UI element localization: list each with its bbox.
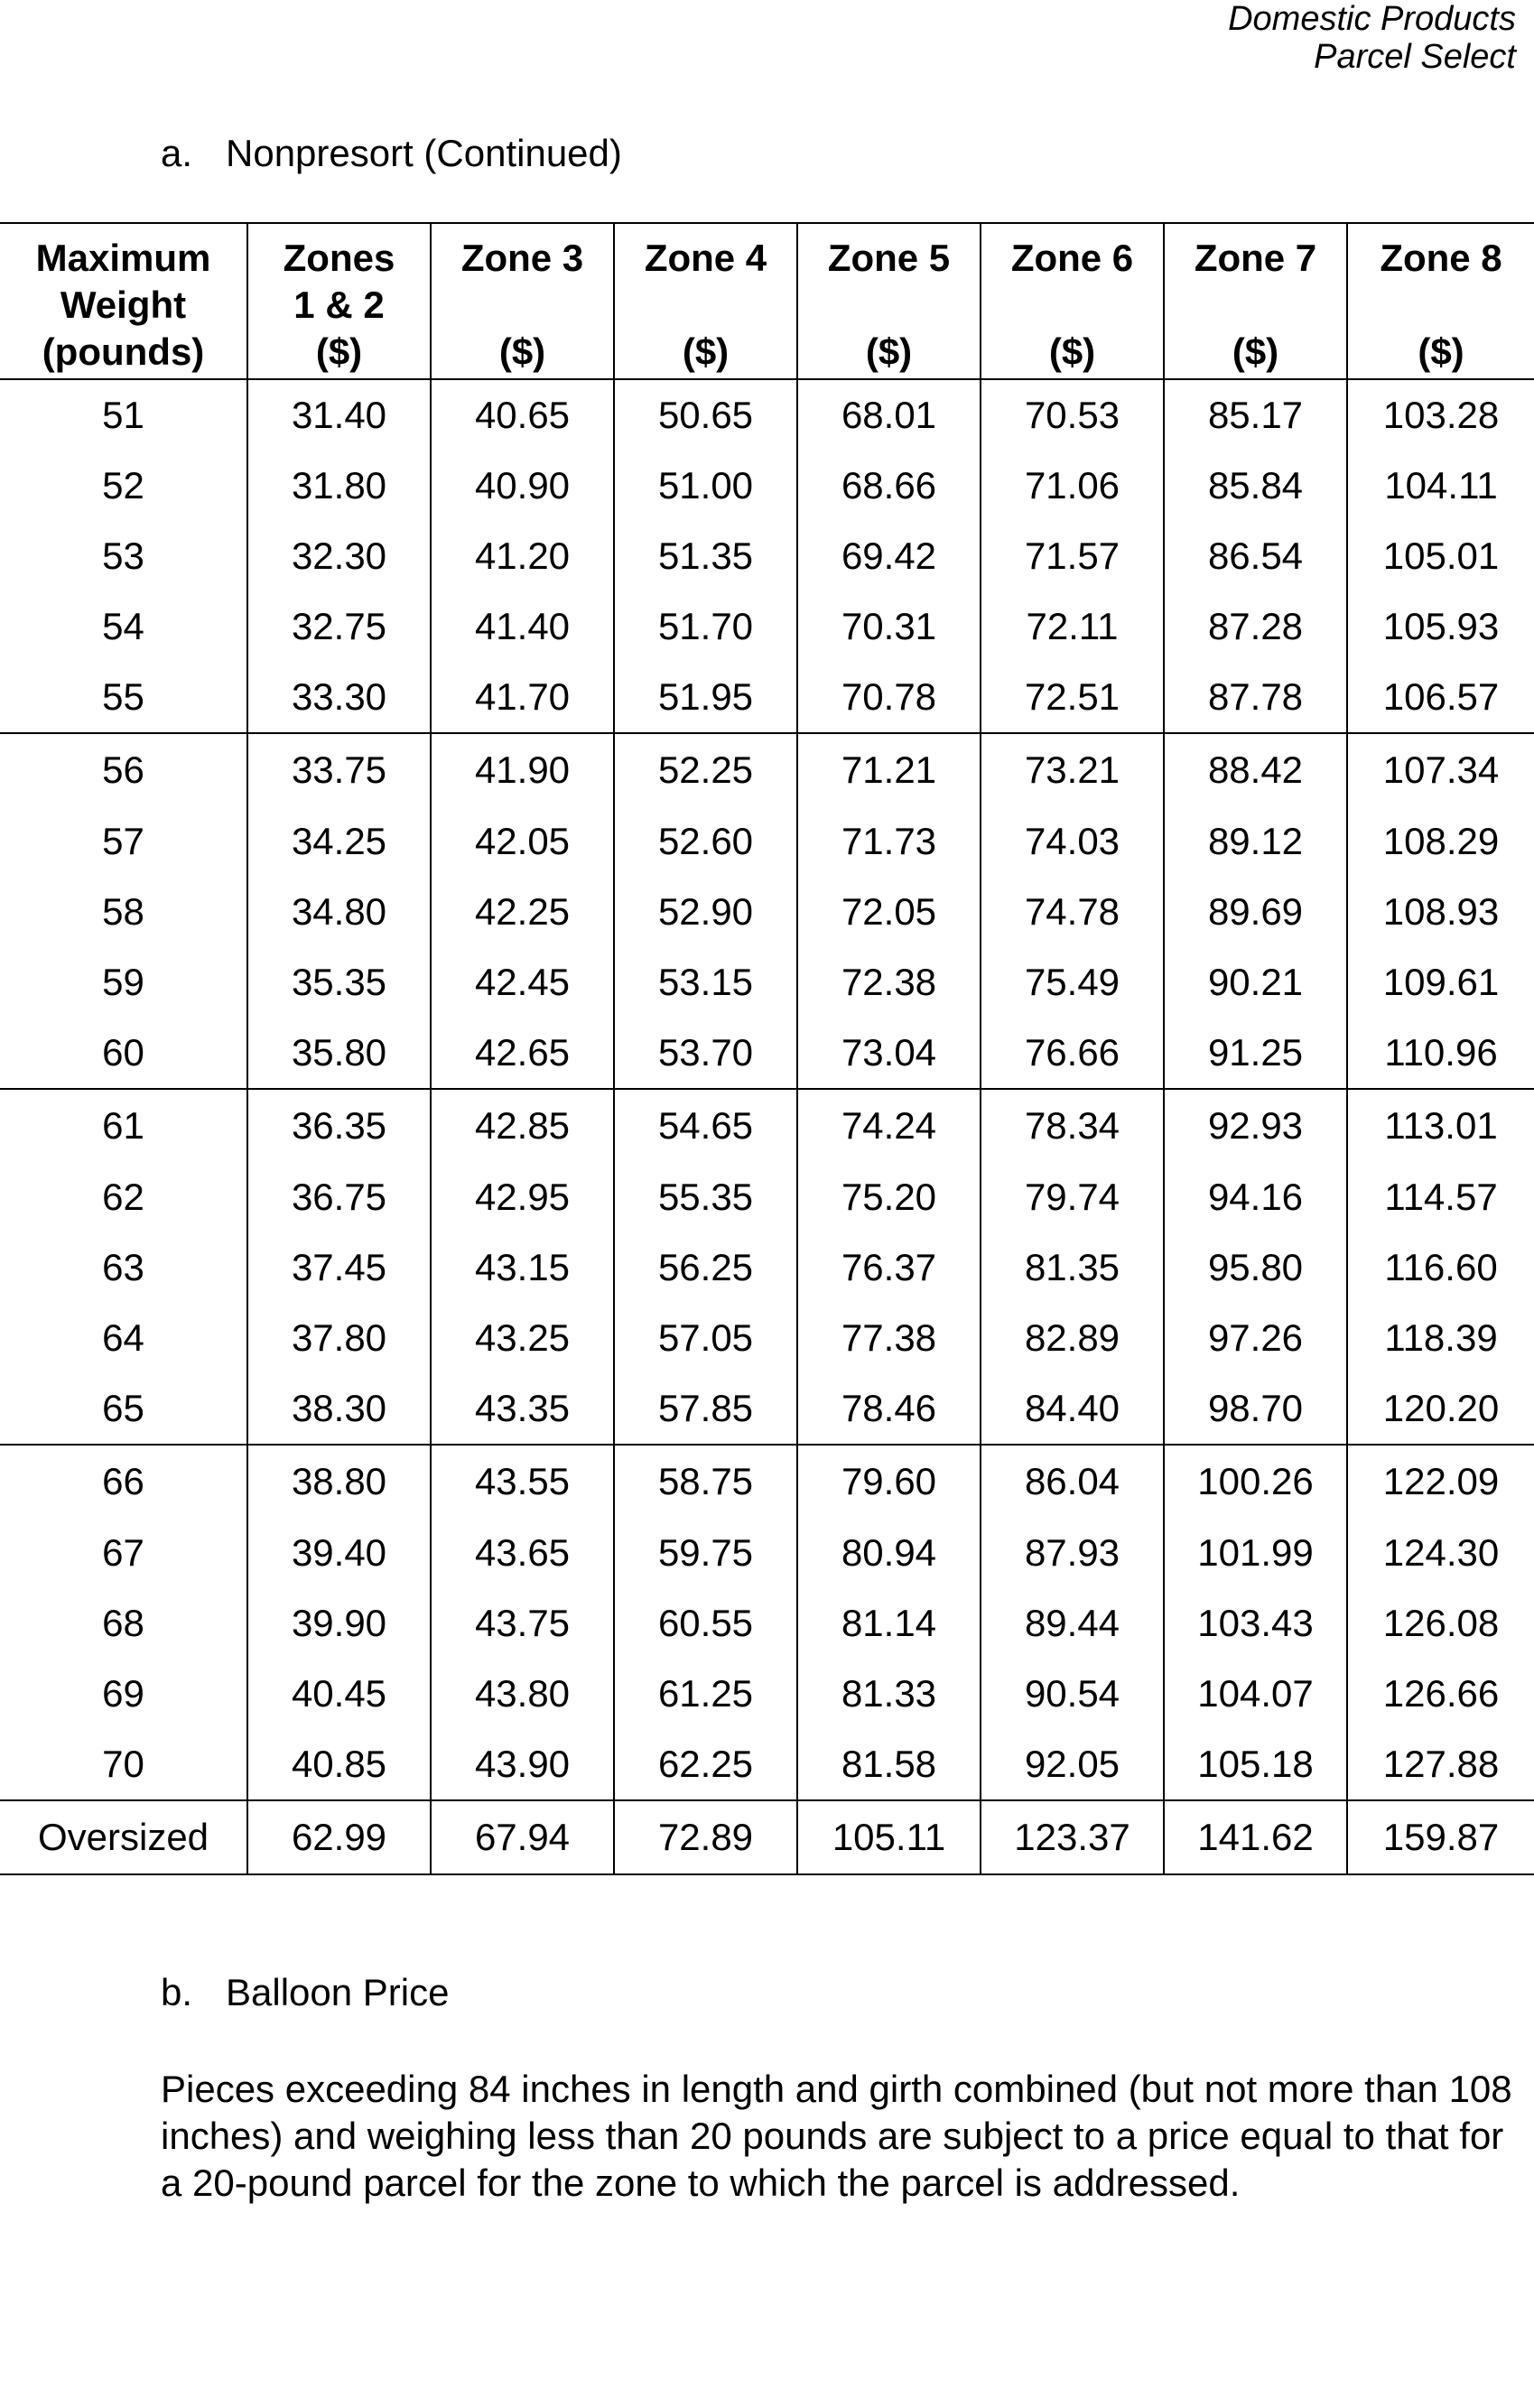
price-cell: 79.60 xyxy=(797,1445,981,1518)
price-cell: 74.03 xyxy=(981,806,1164,877)
price-cell: 35.80 xyxy=(247,1018,431,1089)
price-cell: 103.28 xyxy=(1347,379,1534,451)
price-cell: 33.30 xyxy=(247,662,431,733)
column-header-line: Maximum xyxy=(35,237,211,279)
price-cell: 71.73 xyxy=(797,806,981,877)
price-cell: 120.20 xyxy=(1347,1373,1534,1445)
price-cell: 71.21 xyxy=(797,733,981,806)
price-cell: 32.75 xyxy=(247,591,431,662)
column-header-line: ($) xyxy=(315,330,363,373)
table-row xyxy=(0,877,1534,947)
table-header-row xyxy=(0,223,1534,379)
weight-cell: 59 xyxy=(102,961,144,1003)
column-header-line xyxy=(615,282,796,329)
price-cell: 82.89 xyxy=(981,1303,1164,1373)
price-cell: 73.21 xyxy=(981,733,1164,806)
price-cell: 105.93 xyxy=(1347,591,1534,662)
price-cell: 116.60 xyxy=(1347,1232,1534,1303)
column-header-line: ($) xyxy=(865,330,913,373)
price-cell: 41.70 xyxy=(431,662,614,733)
column-header-line: 1 & 2 xyxy=(293,284,385,326)
table-row xyxy=(0,1518,1534,1588)
table-row xyxy=(0,733,1534,806)
column-header-line: Zone 3 xyxy=(460,237,584,279)
weight-cell: 58 xyxy=(102,890,144,933)
table-row xyxy=(0,947,1534,1018)
price-cell: 60.55 xyxy=(614,1588,797,1659)
price-cell: 113.01 xyxy=(1347,1089,1534,1162)
price-cell: 52.60 xyxy=(614,806,797,877)
table-row xyxy=(0,662,1534,733)
column-header xyxy=(431,223,614,379)
column-header-line: (pounds) xyxy=(42,330,205,373)
column-header-line: Weight xyxy=(60,284,187,326)
price-cell: 42.45 xyxy=(431,947,614,1018)
column-header-line xyxy=(1165,282,1346,329)
price-cell: 81.14 xyxy=(797,1588,981,1659)
price-cell: 89.44 xyxy=(981,1588,1164,1659)
price-cell: 84.40 xyxy=(981,1373,1164,1445)
price-cell: 37.80 xyxy=(247,1303,431,1373)
price-cell: 94.16 xyxy=(1164,1162,1347,1232)
price-cell: 51.95 xyxy=(614,662,797,733)
price-cell: 68.66 xyxy=(797,451,981,521)
price-cell: 109.61 xyxy=(1347,947,1534,1018)
price-cell: 89.69 xyxy=(1164,877,1347,947)
price-cell: 87.78 xyxy=(1164,662,1347,733)
price-cell: 104.07 xyxy=(1164,1659,1347,1729)
column-header-line: ($) xyxy=(682,330,730,373)
column-header-line: Zone 8 xyxy=(1380,237,1502,279)
column-header xyxy=(614,223,797,379)
section-b-title: Balloon Price xyxy=(226,1971,450,2013)
price-cell: 74.24 xyxy=(797,1089,981,1162)
price-cell: 38.30 xyxy=(247,1373,431,1445)
weight-cell: 53 xyxy=(102,535,144,577)
balloon-price-description: Pieces exceeding 84 inches in length and girth combined (but not more than 108 inches) and weighing less than 20 pounds are subject to a price equal to that for a 20-pound parcel for the zone to which the parcel is addressed. xyxy=(161,2068,1512,2204)
weight-cell: Oversized xyxy=(0,1800,247,1874)
price-cell: 123.37 xyxy=(981,1800,1164,1874)
price-cell: 43.65 xyxy=(431,1518,614,1588)
price-cell: 34.80 xyxy=(247,877,431,947)
price-cell: 68.01 xyxy=(797,379,981,451)
table-row xyxy=(0,1303,1534,1373)
price-cell: 41.20 xyxy=(431,521,614,591)
price-cell: 70.53 xyxy=(981,379,1164,451)
table-row xyxy=(0,379,1534,451)
table-row xyxy=(0,1373,1534,1445)
price-cell: 90.21 xyxy=(1164,947,1347,1018)
price-cell: 40.45 xyxy=(247,1659,431,1729)
price-cell: 55.35 xyxy=(614,1162,797,1232)
price-cell: 34.25 xyxy=(247,806,431,877)
price-cell: 43.80 xyxy=(431,1659,614,1729)
weight-cell: 55 xyxy=(0,662,247,733)
column-header-line: Zone 6 xyxy=(1010,237,1134,279)
weight-cell: 54 xyxy=(102,605,144,647)
price-cell: 88.42 xyxy=(1164,733,1347,806)
price-cell: 77.38 xyxy=(797,1303,981,1373)
weight-cell: 68 xyxy=(102,1602,144,1644)
price-cell: 159.87 xyxy=(1347,1800,1534,1874)
price-cell: 72.51 xyxy=(981,662,1164,733)
weight-cell: 60 xyxy=(0,1018,247,1089)
table-row xyxy=(0,1659,1534,1729)
price-cell: 62.99 xyxy=(247,1800,431,1874)
price-cell: 40.90 xyxy=(431,451,614,521)
price-cell: 39.90 xyxy=(247,1588,431,1659)
price-cell: 76.37 xyxy=(797,1232,981,1303)
price-cell: 43.15 xyxy=(431,1232,614,1303)
price-cell: 118.39 xyxy=(1347,1303,1534,1373)
table-row xyxy=(0,1800,1534,1874)
column-header-line: Zone 5 xyxy=(827,237,951,279)
price-cell: 59.75 xyxy=(614,1518,797,1588)
table-row xyxy=(0,806,1534,877)
section-a-title: Nonpresort (Continued) xyxy=(226,132,622,174)
price-cell: 57.05 xyxy=(614,1303,797,1373)
price-cell: 53.70 xyxy=(614,1018,797,1089)
price-cell: 33.75 xyxy=(247,733,431,806)
price-cell: 78.34 xyxy=(981,1089,1164,1162)
price-cell: 95.80 xyxy=(1164,1232,1347,1303)
price-cell: 127.88 xyxy=(1347,1729,1534,1800)
price-cell: 105.01 xyxy=(1347,521,1534,591)
table-body xyxy=(0,379,1534,1874)
price-cell: 50.65 xyxy=(614,379,797,451)
price-cell: 72.38 xyxy=(797,947,981,1018)
column-header-line: Zone 4 xyxy=(644,237,767,279)
section-b-heading xyxy=(161,1971,449,2014)
price-cell: 107.34 xyxy=(1347,733,1534,806)
price-table xyxy=(0,222,1534,1875)
price-cell: 105.11 xyxy=(797,1800,981,1874)
price-cell: 141.62 xyxy=(1164,1800,1347,1874)
column-header-line xyxy=(432,282,613,329)
price-cell: 43.55 xyxy=(431,1445,614,1518)
price-cell: 126.08 xyxy=(1347,1588,1534,1659)
price-cell: 43.35 xyxy=(431,1373,614,1445)
weight-cell: 66 xyxy=(102,1460,144,1502)
table-row xyxy=(0,1018,1534,1089)
price-cell: 97.26 xyxy=(1164,1303,1347,1373)
price-cell: 87.28 xyxy=(1164,591,1347,662)
price-cell: 108.29 xyxy=(1347,806,1534,877)
price-cell: 69.42 xyxy=(797,521,981,591)
weight-cell: 63 xyxy=(102,1246,144,1288)
weight-cell: 57 xyxy=(102,820,144,862)
weight-cell: 61 xyxy=(102,1104,144,1147)
price-cell: 108.93 xyxy=(1347,877,1534,947)
price-cell: 42.85 xyxy=(431,1089,614,1162)
price-cell: 79.74 xyxy=(981,1162,1164,1232)
price-cell: 61.25 xyxy=(614,1659,797,1729)
price-cell: 114.57 xyxy=(1347,1162,1534,1232)
price-cell: 70.78 xyxy=(797,662,981,733)
column-header-line: Zone 7 xyxy=(1194,237,1317,279)
price-cell: 71.57 xyxy=(981,521,1164,591)
price-cell: 37.45 xyxy=(247,1232,431,1303)
column-header-line: ($) xyxy=(1232,330,1279,373)
price-cell: 86.04 xyxy=(981,1445,1164,1518)
column-header-line: ($) xyxy=(498,330,546,373)
price-cell: 76.66 xyxy=(981,1018,1164,1089)
price-cell: 52.25 xyxy=(614,733,797,806)
price-cell: 86.54 xyxy=(1164,521,1347,591)
section-a-heading xyxy=(161,132,622,175)
price-cell: 67.94 xyxy=(431,1800,614,1874)
price-cell: 72.05 xyxy=(797,877,981,947)
price-cell: 40.65 xyxy=(431,379,614,451)
price-cell: 87.93 xyxy=(981,1518,1164,1588)
price-cell: 85.84 xyxy=(1164,451,1347,521)
price-cell: 73.04 xyxy=(797,1018,981,1089)
price-cell: 80.94 xyxy=(797,1518,981,1588)
weight-cell: 51 xyxy=(102,394,144,436)
column-header-line: ($) xyxy=(1418,330,1464,373)
price-cell: 75.49 xyxy=(981,947,1164,1018)
price-cell: 36.75 xyxy=(247,1162,431,1232)
section-b-number: b. xyxy=(161,1971,193,2013)
price-cell: 75.20 xyxy=(797,1162,981,1232)
price-cell: 106.57 xyxy=(1347,662,1534,733)
table-row xyxy=(0,451,1534,521)
price-cell: 100.26 xyxy=(1164,1445,1347,1518)
table-row xyxy=(0,1445,1534,1518)
column-header-line xyxy=(1348,282,1534,329)
column-header-line: ($) xyxy=(1048,330,1096,373)
price-cell: 35.35 xyxy=(247,947,431,1018)
price-cell: 81.58 xyxy=(797,1729,981,1800)
price-cell: 51.70 xyxy=(614,591,797,662)
price-cell: 89.12 xyxy=(1164,806,1347,877)
weight-cell: 64 xyxy=(102,1316,144,1359)
price-cell: 62.25 xyxy=(614,1729,797,1800)
column-header xyxy=(981,223,1164,379)
price-cell: 74.78 xyxy=(981,877,1164,947)
price-cell: 43.90 xyxy=(431,1729,614,1800)
table-row xyxy=(0,1162,1534,1232)
price-cell: 101.99 xyxy=(1164,1518,1347,1588)
price-cell: 72.11 xyxy=(981,591,1164,662)
column-header xyxy=(797,223,981,379)
price-cell: 39.40 xyxy=(247,1518,431,1588)
page-header xyxy=(1228,0,1516,76)
weight-cell: 56 xyxy=(102,748,144,791)
section-a-number: a. xyxy=(161,132,193,174)
price-cell: 40.85 xyxy=(247,1729,431,1800)
price-cell: 105.18 xyxy=(1164,1729,1347,1800)
price-cell: 31.40 xyxy=(247,379,431,451)
price-cell: 42.25 xyxy=(431,877,614,947)
price-cell: 124.30 xyxy=(1347,1518,1534,1588)
price-cell: 56.25 xyxy=(614,1232,797,1303)
price-cell: 98.70 xyxy=(1164,1373,1347,1445)
price-cell: 110.96 xyxy=(1347,1018,1534,1089)
price-cell: 38.80 xyxy=(247,1445,431,1518)
weight-cell: 69 xyxy=(102,1672,144,1715)
price-cell: 31.80 xyxy=(247,451,431,521)
price-cell: 58.75 xyxy=(614,1445,797,1518)
price-cell: 57.85 xyxy=(614,1373,797,1445)
table-row xyxy=(0,521,1534,591)
price-cell: 92.93 xyxy=(1164,1089,1347,1162)
header-product-line: Domestic Products xyxy=(1228,0,1516,38)
column-header xyxy=(247,223,431,379)
price-cell: 81.35 xyxy=(981,1232,1164,1303)
price-cell: 43.75 xyxy=(431,1588,614,1659)
table-row xyxy=(0,1588,1534,1659)
price-cell: 36.35 xyxy=(247,1089,431,1162)
weight-cell: 52 xyxy=(102,464,144,507)
price-cell: 54.65 xyxy=(614,1089,797,1162)
column-header xyxy=(1164,223,1347,379)
weight-cell: 70 xyxy=(0,1729,247,1800)
header-product-name: Parcel Select xyxy=(1314,38,1516,76)
price-cell: 52.90 xyxy=(614,877,797,947)
price-cell: 122.09 xyxy=(1347,1445,1534,1518)
column-header-line xyxy=(798,282,980,329)
price-cell: 53.15 xyxy=(614,947,797,1018)
column-header xyxy=(0,223,247,379)
table-row xyxy=(0,1729,1534,1800)
price-cell: 32.30 xyxy=(247,521,431,591)
price-cell: 71.06 xyxy=(981,451,1164,521)
price-cell: 51.35 xyxy=(614,521,797,591)
price-cell: 72.89 xyxy=(614,1800,797,1874)
price-cell: 126.66 xyxy=(1347,1659,1534,1729)
weight-cell: 67 xyxy=(102,1531,144,1574)
price-cell: 41.40 xyxy=(431,591,614,662)
table-row xyxy=(0,1089,1534,1162)
weight-cell: 62 xyxy=(102,1176,144,1218)
table-row xyxy=(0,591,1534,662)
price-cell: 85.17 xyxy=(1164,379,1347,451)
price-cell: 103.43 xyxy=(1164,1588,1347,1659)
price-cell: 42.95 xyxy=(431,1162,614,1232)
weight-cell: 65 xyxy=(0,1373,247,1445)
price-cell: 42.05 xyxy=(431,806,614,877)
price-cell: 90.54 xyxy=(981,1659,1164,1729)
table-row xyxy=(0,1232,1534,1303)
column-header xyxy=(1347,223,1534,379)
price-cell: 43.25 xyxy=(431,1303,614,1373)
price-cell: 42.65 xyxy=(431,1018,614,1089)
price-cell: 70.31 xyxy=(797,591,981,662)
column-header-line: Zones xyxy=(283,237,395,279)
price-cell: 104.11 xyxy=(1347,451,1534,521)
price-cell: 92.05 xyxy=(981,1729,1164,1800)
price-cell: 41.90 xyxy=(431,733,614,806)
column-header-line xyxy=(981,282,1163,329)
price-cell: 78.46 xyxy=(797,1373,981,1445)
price-cell: 51.00 xyxy=(614,451,797,521)
price-cell: 81.33 xyxy=(797,1659,981,1729)
price-cell: 91.25 xyxy=(1164,1018,1347,1089)
